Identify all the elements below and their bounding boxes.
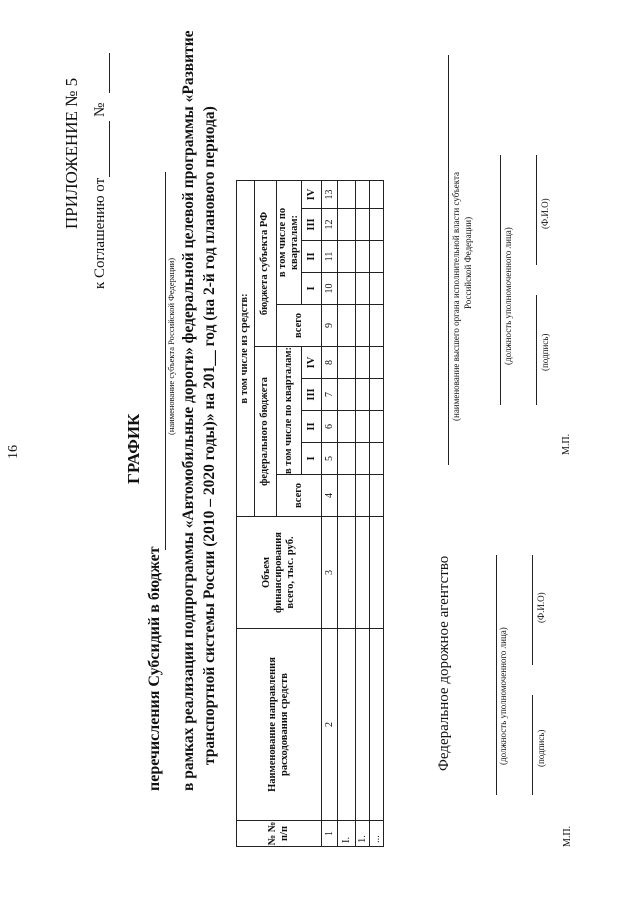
column-number: 13 xyxy=(322,180,338,208)
row-number: ... xyxy=(370,821,384,847)
column-number: 1 xyxy=(322,821,338,847)
right-body-caption-1: (наименование высшего органа исполнительной власти субъекта xyxy=(451,171,461,421)
row-number: 1. xyxy=(356,821,370,847)
right-name-line xyxy=(536,155,537,265)
agreement-number-line xyxy=(109,53,110,93)
right-signature-line xyxy=(536,295,537,405)
left-signature-line xyxy=(532,695,533,795)
column-number: 6 xyxy=(322,411,338,443)
table-row xyxy=(356,180,370,846)
schedule-title: ГРАФИК xyxy=(124,413,143,484)
left-position-caption: (должность уполномоченного лица) xyxy=(498,627,508,765)
header-number: № № п/п xyxy=(237,821,322,847)
header-region-total: всего xyxy=(277,304,322,346)
region-name-caption: (наименование субъекта Российской Федерации) xyxy=(166,257,176,435)
heading-line-3: транспортной системы России (2010 – 2020 годы)» на 201__ год (на 2-й год планового периода) xyxy=(201,106,218,765)
header-quarter: II xyxy=(302,411,322,443)
header-region-quarters: в том числе по кварталам: xyxy=(277,180,302,304)
left-seal: М.П. xyxy=(562,825,573,847)
header-federal-quarters: в том числе по кварталам: xyxy=(277,346,302,474)
right-name-caption: (Ф.И.О) xyxy=(540,198,550,229)
left-signature-caption: (подпись) xyxy=(536,729,546,767)
column-number: 7 xyxy=(322,379,338,411)
agreement-number-sign: № xyxy=(92,102,108,117)
table-row xyxy=(370,180,384,846)
column-number: 8 xyxy=(322,346,338,378)
column-number: 10 xyxy=(322,272,338,304)
agreement-date-line xyxy=(109,121,110,177)
header-quarter: I xyxy=(302,443,322,475)
appendix-title: ПРИЛОЖЕНИЕ № 5 xyxy=(62,77,81,229)
column-number: 11 xyxy=(322,240,338,272)
column-number: 4 xyxy=(322,475,338,517)
right-body-caption-2: Российской Федерации) xyxy=(463,216,473,309)
header-quarter: I xyxy=(302,272,322,304)
header-including: в том числе из средств: xyxy=(237,180,255,516)
row-number: I. xyxy=(338,821,356,847)
column-number: 3 xyxy=(322,517,338,629)
column-number: 5 xyxy=(322,443,338,475)
right-body-line xyxy=(448,55,449,465)
heading-line-1: перечисления Субсидий в бюджет xyxy=(146,546,163,791)
header-region: бюджета субъекта РФ xyxy=(255,180,277,346)
column-number-row xyxy=(322,180,338,846)
right-position-line xyxy=(500,155,501,405)
header-quarter: III xyxy=(302,379,322,411)
left-name-caption: (Ф.И.О) xyxy=(536,592,546,623)
table-row xyxy=(338,180,356,846)
header-quarter: III xyxy=(302,208,322,240)
header-quarter: IV xyxy=(302,346,322,378)
header-quarter: IV xyxy=(302,180,322,208)
header-quarter: II xyxy=(302,240,322,272)
header-federal-total: всего xyxy=(277,475,322,517)
page-number: 16 xyxy=(6,445,21,459)
column-number: 12 xyxy=(322,208,338,240)
header-volume: Объем финансирования всего, тыс. руб. xyxy=(237,517,322,629)
agency-name: Федеральное дорожное агентство xyxy=(436,555,452,771)
right-signature-caption: (подпись) xyxy=(540,333,550,371)
right-seal: М.П. xyxy=(561,433,572,455)
left-position-line xyxy=(496,555,497,795)
right-position-caption: (должность уполномоченного лица) xyxy=(503,227,513,365)
agreement-prefix: к Соглашению от xyxy=(92,177,108,289)
left-name-line xyxy=(532,555,533,665)
header-federal: федерального бюджета xyxy=(255,346,277,516)
heading-line-2: в рамках реализации подпрограммы «Автомобильные дороги» федеральной целевой программы «Развитие xyxy=(180,30,197,791)
schedule-table xyxy=(236,180,384,847)
column-number: 9 xyxy=(322,304,338,346)
column-number: 2 xyxy=(322,629,338,821)
header-name: Наименование направления расходования средств xyxy=(237,629,322,821)
